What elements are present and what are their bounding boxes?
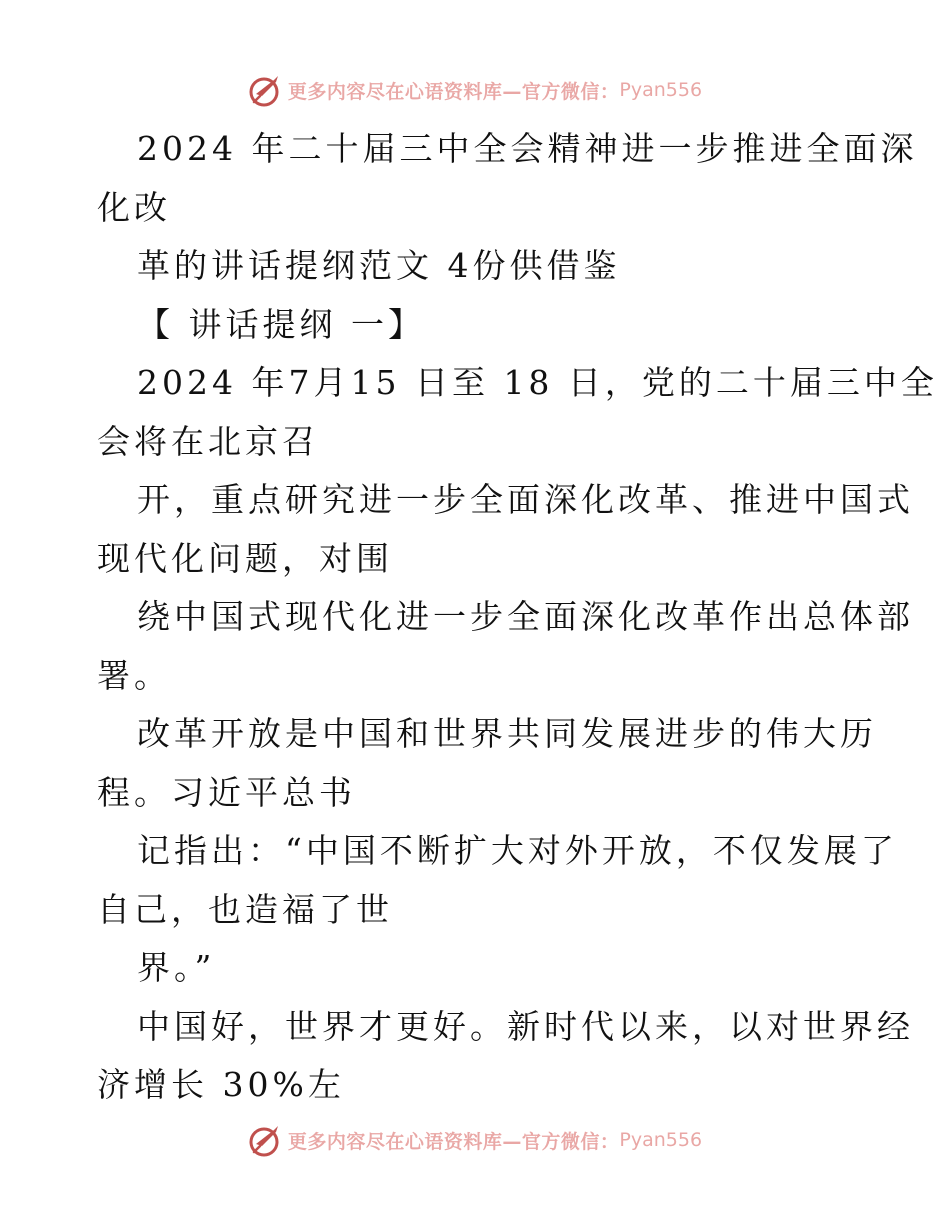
- title-line-3: 革的讲话提纲范文 4份供借鉴: [137, 246, 621, 285]
- section-heading: 【 讲话提纲 一】: [137, 304, 425, 344]
- paragraph-line: 现代化问题，对围: [97, 538, 393, 578]
- paragraph-line: 开，重点研究进一步全面深化改革、推进中国式: [137, 480, 914, 519]
- quill-logo-icon: [248, 1122, 284, 1158]
- paragraph-line: 界。”: [137, 948, 216, 987]
- title-line-1: 2024 年二十届三中全会精神进一步推进全面深: [137, 129, 918, 168]
- paragraph-line: 绕中国式现代化进一步全面深化改革作出总体部: [137, 597, 914, 636]
- watermark-text: 更多内容尽在心语资料库—官方微信：: [287, 80, 620, 103]
- title-line-2: 化改: [97, 187, 171, 227]
- paragraph-line: 程。习近平总书: [97, 772, 356, 812]
- paragraph-line: 济增长 30%左: [97, 1065, 345, 1104]
- header-watermark: [0, 68, 950, 112]
- quill-logo-icon: [248, 72, 284, 108]
- paragraph-line: 自己，也造福了世: [97, 889, 393, 929]
- watermark-wechat-id: Pyan556: [619, 1129, 703, 1151]
- watermark-text: 更多内容尽在心语资料库—官方微信：: [287, 1130, 620, 1153]
- paragraph-line: 署。: [97, 655, 171, 695]
- paragraph-line: 中国好，世界才更好。新时代以来，以对世界经: [137, 1006, 914, 1046]
- document-body: [97, 120, 938, 1115]
- watermark-wechat-id: Pyan556: [619, 79, 703, 101]
- paragraph-line: 会将在北京召: [97, 421, 319, 461]
- footer-watermark: [0, 1118, 950, 1162]
- paragraph-line: 记指出：“中国不断扩大对外开放，不仅发展了: [137, 831, 898, 870]
- paragraph-line: 2024 年7月15 日至 18 日，党的二十届三中全: [137, 363, 938, 402]
- paragraph-line: 改革开放是中国和世界共同发展进步的伟大历: [137, 714, 877, 753]
